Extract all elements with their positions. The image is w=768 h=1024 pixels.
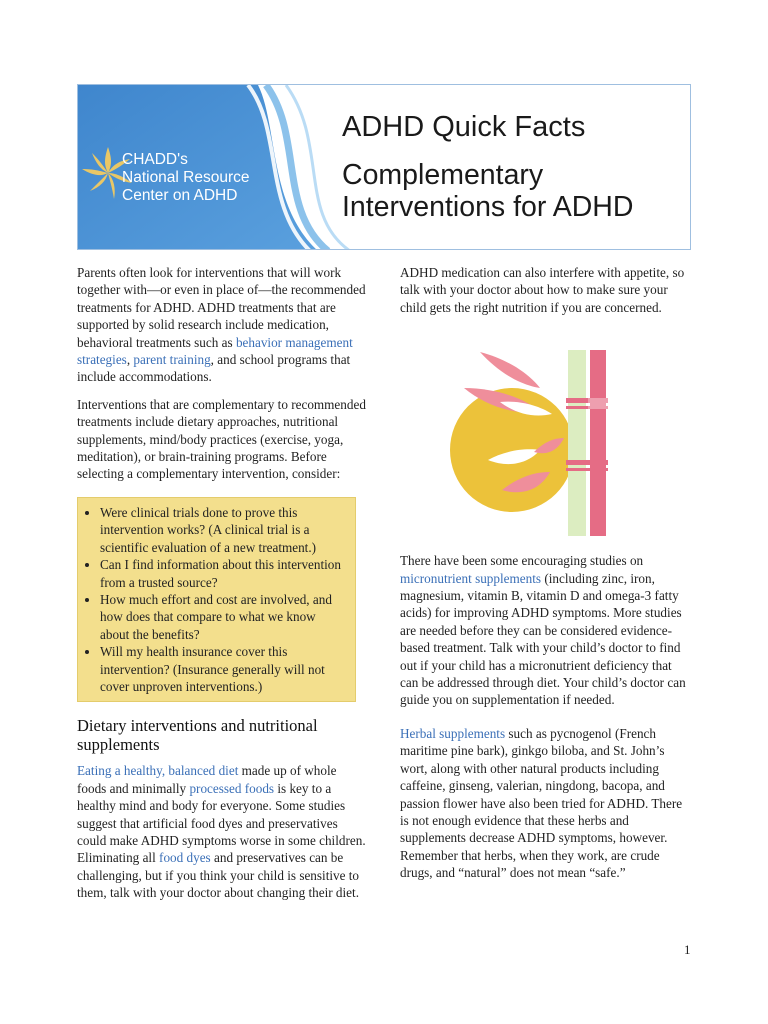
- text-span: ,: [126, 352, 134, 368]
- text-span: such as pycnogenol (French maritime pine bark), ginkgo biloba, and St. John’s wort, along with other natural products including caffeine, ginseng, valerian, ningdong, bacopa, and passion flower have also been tried for ADHD. There is not enough evidence that these herbs and supplements decrease ADHD symptoms, however. Remember that herbs, when they work, are crude drugs, and “natural” does not mean “safe.”: [400, 725, 683, 881]
- page-subtitle: [342, 159, 682, 223]
- logo-line: Center on ADHD: [122, 187, 238, 204]
- micronutrient-link[interactable]: micronutrient supplements: [400, 570, 542, 586]
- text-span: Parents often look for interventions that will work together with—or even in place of—the recommended treatments for ADHD. ADHD treatments that are supported by solid research include medication, behavioral treatments such as: [77, 265, 366, 350]
- behavior-management-link[interactable]: behavior management strategies: [77, 334, 353, 368]
- appetite-paragraph: ADHD medication can also interfere with appetite, so talk with your doctor about how to make sure your child gets the right nutrition if you are concerned.: [400, 265, 685, 315]
- text-span: There have been some encouraging studies on: [400, 553, 644, 569]
- bamboo-sun-illustration: [440, 340, 620, 540]
- text-span: made up of whole foods and minimally: [77, 763, 337, 796]
- text-span: is key to a healthy mind and body for everyone. Some studies suggest that artificial food dyes and preservatives could make ADHD symptoms worse in some children. Eliminating all: [77, 780, 366, 866]
- intro-paragraph: [77, 264, 367, 386]
- diet-paragraph: [77, 762, 367, 901]
- list-item: • Will my health insurance cover this intervention? (Insurance generally will not cover unproven interventions.): [100, 643, 345, 695]
- subtitle-line: Complementary: [342, 159, 544, 191]
- leaf-icon: [480, 352, 540, 388]
- section-heading: Dietary interventions and nutritional supplements: [77, 716, 318, 755]
- list-item: • Were clinical trials done to prove this intervention works? (A clinical trial is a scientific evaluation of a new treatment.): [100, 504, 345, 556]
- text-span: (including zinc, iron, magnesium, vitamin B, vitamin D and omega-3 fatty acids) for improving ADHD symptoms. More studies are needed before they can be considered evidence-based treatment. Talk with your child’s doctor to find out if your child has a micronutrient deficiency that can be addressed through diet. Your child’s doctor can guide you on supplementation if needed.: [400, 570, 686, 708]
- micronutrient-paragraph: [400, 552, 690, 709]
- logo-line: CHADD's: [122, 151, 188, 168]
- text-span: , and school programs that include accommodations.: [77, 352, 351, 385]
- herbal-paragraph: [400, 725, 690, 882]
- complementary-paragraph: Interventions that are complementary to recommended treatments include dietary approaches, nutritional supplements, mind/body practices (exercise, yoga, meditation), or brain-training programs. Before selecting a complementary intervention, consider:: [77, 396, 366, 482]
- considerations-callout: [77, 497, 356, 702]
- processed-foods-link[interactable]: processed foods: [189, 780, 275, 796]
- considerations-list: [82, 504, 345, 695]
- herbal-supplements-link[interactable]: Herbal supplements: [400, 725, 506, 741]
- text-span: and preservatives can be challenging, but if you think your child is sensitive to them, talk with your doctor about changing their diet.: [77, 850, 360, 901]
- food-dyes-link[interactable]: food dyes: [159, 850, 211, 866]
- header-banner: [77, 84, 691, 250]
- left-column: [77, 264, 367, 912]
- green-stalk: [568, 350, 586, 536]
- logo-line: National Resource: [122, 169, 250, 186]
- page-title: ADHD Quick Facts: [342, 111, 586, 143]
- logo-text: [122, 151, 250, 205]
- subtitle-line: Interventions for ADHD: [342, 191, 634, 223]
- page-number: 1: [684, 942, 691, 957]
- list-item: • How much effort and cost are involved, and how does that compare to what we know about the benefits?: [100, 591, 345, 643]
- pink-stalk: [590, 350, 606, 536]
- list-item: • Can I find information about this intervention from a trusted source?: [100, 556, 345, 591]
- parent-training-link[interactable]: parent training: [133, 352, 211, 368]
- healthy-diet-link[interactable]: Eating a healthy, balanced diet: [77, 763, 239, 779]
